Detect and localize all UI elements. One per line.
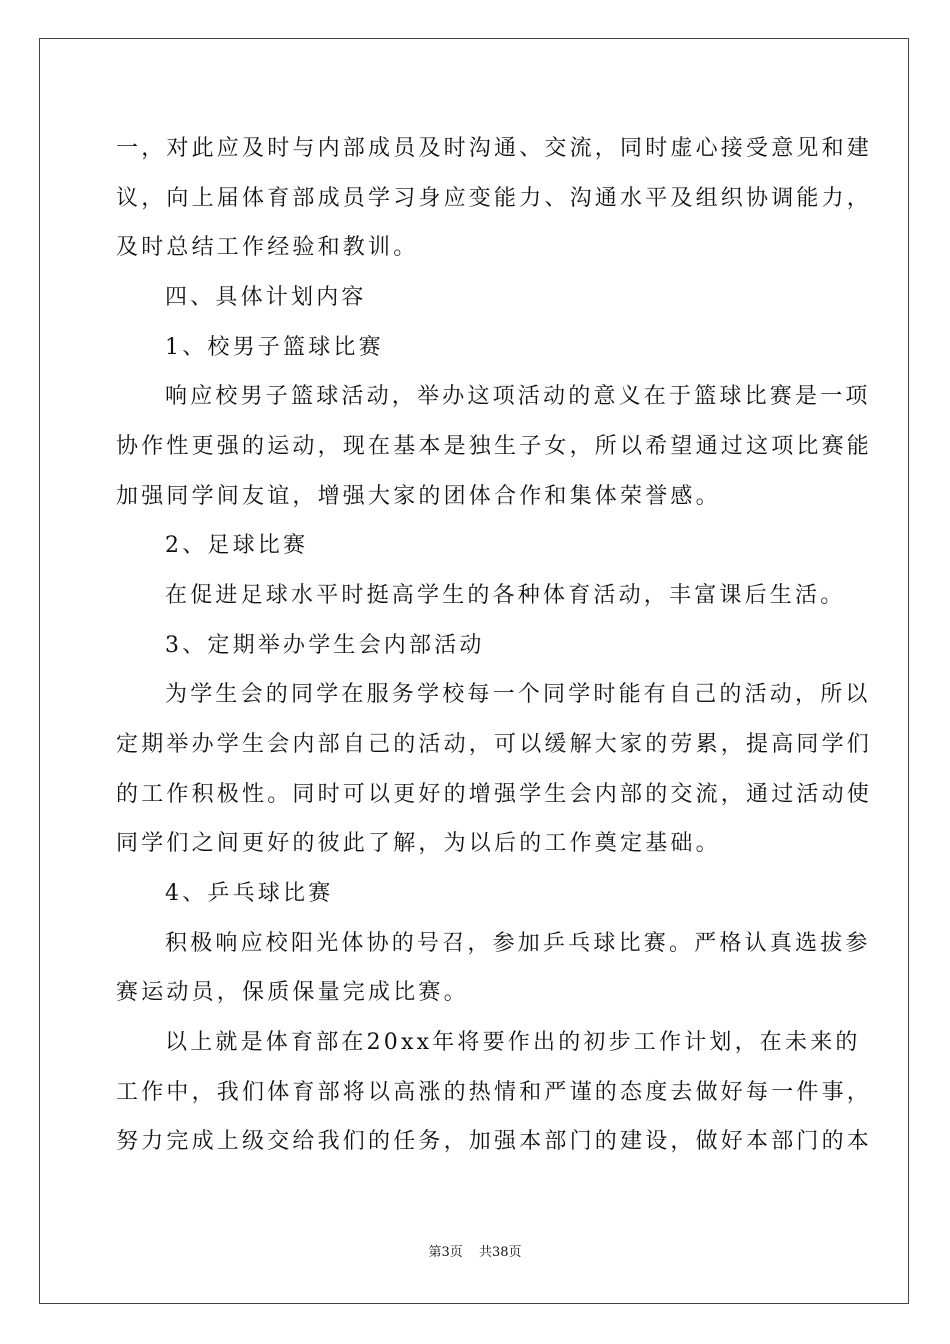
page-total: 共38页: [478, 1245, 522, 1260]
body-line: 协作性更强的运动，现在基本是独生子女，所以希望通过这项比赛能: [116, 434, 873, 459]
body-line: 为学生会的同学在服务学校每一个同学时能有自己的活动，所以: [165, 682, 871, 707]
subsection-heading: 1、校男子篮球比赛: [165, 335, 384, 360]
body-line: 及时总结工作经验和教训。: [116, 235, 419, 260]
body-line: 加强同学间友谊，增强大家的团体合作和集体荣誉感。: [116, 484, 721, 509]
body-line: 同学们之间更好的彼此了解，为以后的工作奠定基础。: [116, 831, 721, 856]
page-footer: [0, 1244, 950, 1262]
subsection-heading: 3、定期举办学生会内部活动: [165, 633, 485, 658]
body-line: 工作中，我们体育部将以高涨的热情和严谨的态度去做好每一件事，: [116, 1080, 873, 1105]
subsection-heading: 4、乒乓球比赛: [165, 881, 334, 906]
body-line: 议，向上届体育部成员学习身应变能力、沟通水平及组织协调能力，: [116, 186, 873, 211]
body-line: 一，对此应及时与内部成员及时沟通、交流，同时虚心接受意见和建: [116, 136, 873, 161]
body-line: 定期举办学生会内部自己的活动，可以缓解大家的劳累，提高同学们: [116, 732, 873, 757]
body-line: 积极响应校阳光体协的号召，参加乒乓球比赛。严格认真选拔参: [165, 931, 871, 956]
section-heading: 四、具体计划内容: [165, 285, 367, 310]
body-line: 响应校男子篮球活动，举办这项活动的意义在于篮球比赛是一项: [165, 384, 871, 409]
page-number: 第3页: [428, 1245, 463, 1260]
body-line: 的工作积极性。同时可以更好的增强学生会内部的交流，通过活动使: [116, 782, 873, 807]
body-line: 赛运动员，保质保量完成比赛。: [116, 980, 469, 1005]
body-line: 在促进足球水平时挺高学生的各种体育活动，丰富课后生活。: [165, 583, 846, 608]
body-line: 努力完成上级交给我们的任务，加强本部门的建设，做好本部门的本: [116, 1129, 873, 1154]
subsection-heading: 2、足球比赛: [165, 533, 309, 558]
page-border: [39, 38, 909, 1304]
body-line: 以上就是体育部在20xx年将要作出的初步工作计划，在未来的: [165, 1030, 861, 1055]
